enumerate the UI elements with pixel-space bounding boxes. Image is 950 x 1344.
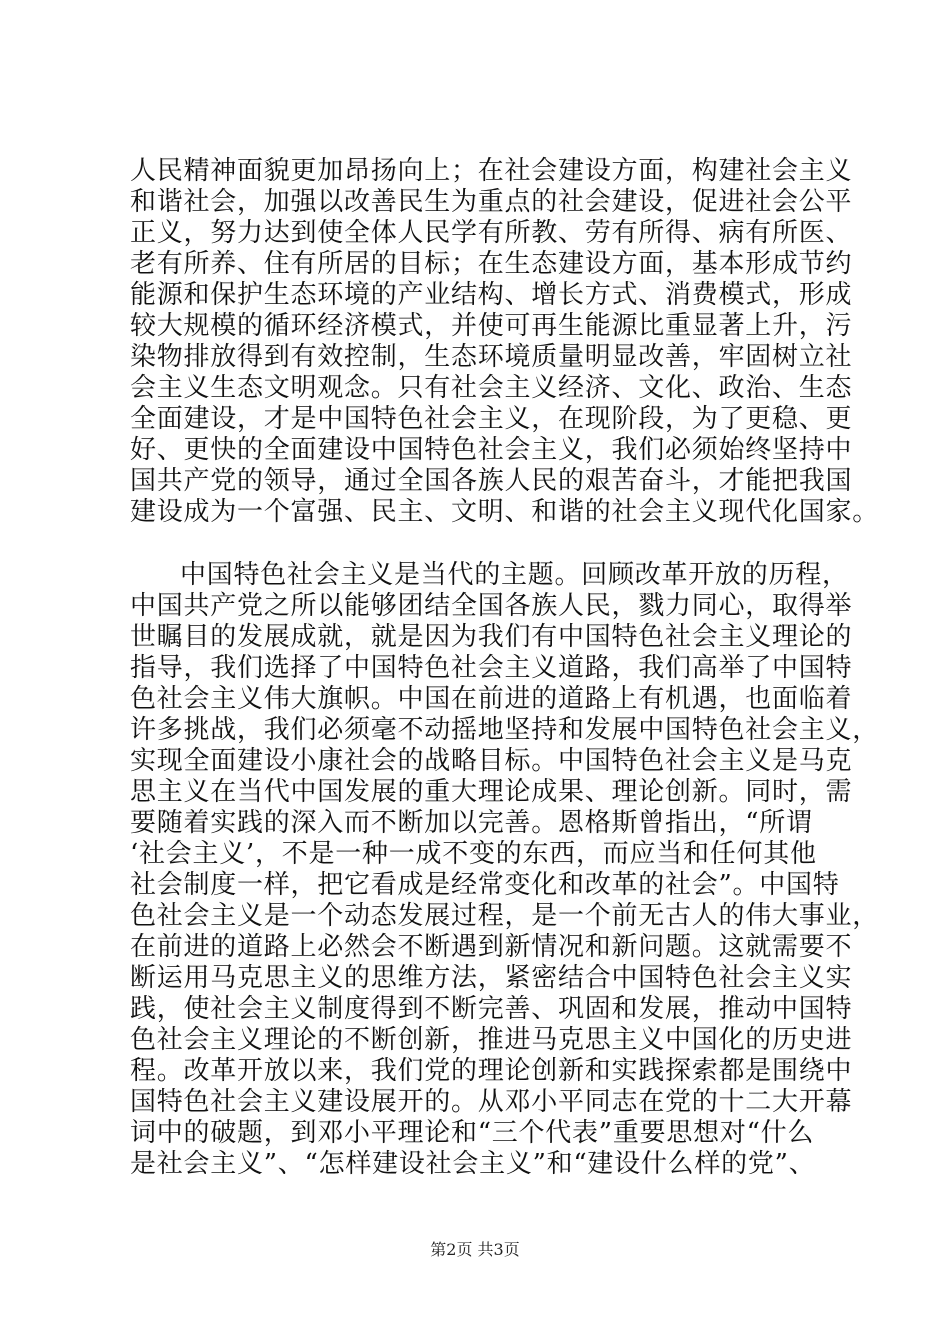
text-line: 人民精神面貌更加昂扬向上；在社会建设方面，构建社会主义 (130, 156, 853, 186)
text-line: 国共产党的领导，通过全国各族人民的艰苦奋斗，才能把我国 (130, 466, 853, 496)
text-line: 指导，我们选择了中国特色社会主义道路，我们高举了中国特 (130, 653, 853, 683)
text-line: 和谐社会，加强以改善民生为重点的社会建设，促进社会公平 (130, 187, 853, 217)
text-line: 断运用马克思主义的思维方法，紧密结合中国特色社会主义实 (130, 963, 853, 993)
text-line: 建设成为一个富强、民主、文明、和谐的社会主义现代化国家。 (130, 497, 880, 527)
text-line: 中国共产党之所以能够团结全国各族人民，戮力同心，取得举 (130, 591, 853, 621)
text-line: 好、更快的全面建设中国特色社会主义，我们必须始终坚持中 (130, 435, 853, 465)
text-line: 染物排放得到有效控制，生态环境质量明显改善，牢固树立社 (130, 342, 853, 372)
text-line: 践，使社会主义制度得到不断完善、巩固和发展，推动中国特 (130, 994, 853, 1024)
text-line: 色社会主义伟大旗帜。中国在前进的道路上有机遇，也面临着 (130, 684, 853, 714)
text-line: 较大规模的循环经济模式，并使可再生能源比重显著上升，污 (130, 311, 853, 341)
text-line: 在前进的道路上必然会不断遇到新情况和新问题。这就需要不 (130, 932, 853, 962)
text-line-first: 中国特色社会主义是当代的主题。回顾改革开放的历程， (180, 560, 849, 590)
text-line: 国特色社会主义建设展开的。从邓小平同志在党的十二大开幕 (130, 1087, 853, 1117)
text-line: 要随着实践的深入而不断加以完善。恩格斯曾指出，“所谓 (130, 808, 813, 838)
text-line: 程。改革开放以来，我们党的理论创新和实践探索都是围绕中 (130, 1056, 853, 1086)
text-line: 思主义在当代中国发展的重大理论成果、理论创新。同时，需 (130, 777, 853, 807)
text-line: 正义，努力达到使全体人民学有所教、劳有所得、病有所医、 (130, 218, 853, 248)
text-line: 老有所养、住有所居的目标；在生态建设方面，基本形成节约 (130, 249, 853, 279)
text-line: 词中的破题，到邓小平理论和“三个代表”重要思想对“什么 (130, 1118, 815, 1148)
paragraph-1 (130, 156, 880, 528)
text-line: 实现全面建设小康社会的战略目标。中国特色社会主义是马克 (130, 746, 853, 776)
text-line: 会主义生态文明观念。只有社会主义经济、文化、政治、生态 (130, 373, 853, 403)
text-line: 社会制度一样，把它看成是经常变化和改革的社会”。中国特 (130, 870, 840, 900)
text-line: ‘社会主义’，不是一种一成不变的东西，而应当和任何其他 (130, 839, 817, 869)
paragraph-2 (130, 560, 880, 1180)
text-line: 能源和保护生态环境的产业结构、增长方式、消费模式，形成 (130, 280, 853, 310)
text-line: 是社会主义”、“怎样建设社会主义”和“建设什么样的党”、 (130, 1149, 816, 1179)
text-line: 色社会主义是一个动态发展过程，是一个前无古人的伟大事业， (130, 901, 880, 931)
text-line: 许多挑战，我们必须毫不动摇地坚持和发展中国特色社会主义， (130, 715, 880, 745)
paragraph-spacer (130, 528, 822, 560)
text-line: 色社会主义理论的不断创新，推进马克思主义中国化的历史进 (130, 1025, 853, 1055)
text-line: 世瞩目的发展成就，就是因为我们有中国特色社会主义理论的 (130, 622, 853, 652)
body-text (130, 156, 880, 1180)
page-footer: 第2页 共3页 (430, 1240, 520, 1259)
text-line: 全面建设，才是中国特色社会主义，在现阶段，为了更稳、更 (130, 404, 853, 434)
